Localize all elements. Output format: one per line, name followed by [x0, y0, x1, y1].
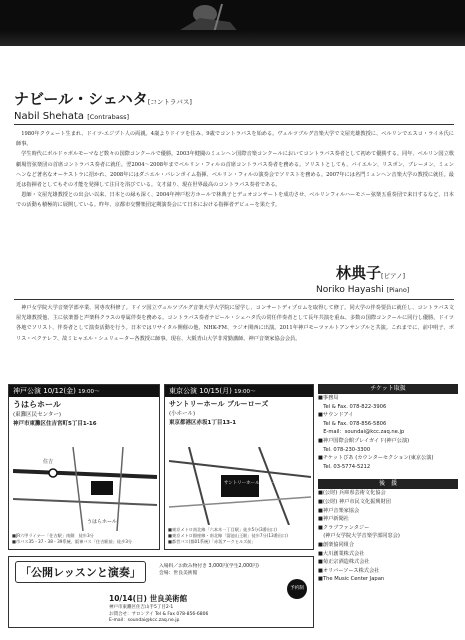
- ticket-line: ■サウンドアイ: [318, 412, 354, 419]
- artist2-divider: [14, 299, 454, 300]
- tokyo-map-hall-label: サントリーホール ブルーローズ: [224, 481, 288, 486]
- tickets-list: [318, 394, 458, 471]
- ticket-line: Tel & Fax. 078-822-3906: [318, 403, 387, 410]
- ticket-info-column: [318, 384, 458, 584]
- tokyo-concert-header: 東京公演 10/15(月) 19:00〜: [165, 385, 313, 397]
- kobe-map-station-label: 住吉: [43, 459, 54, 465]
- support-line: (神戸女学院大学音楽学部同窓会): [318, 533, 400, 540]
- artist1-bio: [16, 129, 454, 211]
- tokyo-hall-subtitle: (小ホール): [169, 411, 196, 417]
- artist1-bio-paragraph: 学生時代にボルドゥボルモーマなど数々の国際コンクールで優勝。2003年健闘のミュンヘン国際音楽コンクールにおいてコントラバス奏者として初めて優勝する。同年、ベルリン国立歌劇場管弦楽団の首席コントラバス奏者に就任。翌2004〜2008年までベルリン・フィルの首席コントラバス奏者を務める。ソリストとしても、バイエルン、リスボン、ブレーメン、ミュンヘンなど著名なオーケストラに招かれ、2008年にはダニエル・バレンボイム指揮、ベルリン・フィルの演奏会でソリストを務める。2007年には名門ミュンヘン音楽大学の教授に就任。最近は指揮者としてもその才能を発揮して注目を浴びている。文才溢り、現在世界最高のコントラバス奏者である。: [16, 151, 454, 189]
- artist2-name-ja: 林典子[ピアノ]: [336, 264, 406, 282]
- support-line: ■The Music Center Japan: [318, 576, 385, 583]
- tokyo-concert-box: [164, 384, 314, 550]
- support-heading: 後 援: [318, 479, 458, 489]
- artist1-name-en: Nabil Shehata [Contrabass]: [14, 111, 130, 122]
- tokyo-access-info: ■東京メトロ南北線「六本木一丁目駅」徒歩5分(3番出口) ■東京メトロ銀座線・南北線「溜池山王駅」徒歩7分(13番出口) ■都営バス(都01系統)「赤坂アークヒルズ前」: [168, 527, 288, 544]
- artist2-bio-paragraph: 神戸女学院大学音楽学部卒業、同専攻科修了。ドイツ国立ヴュルツブルグ音楽大学大学院に留学し、コンサートディプロムを取得して修了。同大学の伴奏要員に就任し、コントラバス文屋光雄教授他、主に弦楽器と声楽科クラスの専属伴奏を務める。コントラバス奏者ナビール・シェハタ氏の常任伴奏者として長年共演を重ね、多数の国際コンクールに同行し優勝。ドイツ各地でソリスト、伴奏者として演奏活動を行う。日本ではリサイタル開催の他、NHK-FM、ラジオ関西に出演。2011年神戸モーツァルトアンサンブルと共演。これまでに、前中明子、ボリス・ベクテレフ、故ミヒャエル・シュリューター各教授に師事。現在、大阪青山大学非常勤講師。神戸音楽家協会会員。: [16, 305, 454, 342]
- ticket-line: E-mail：soundai@kcc.zaq.ne.jp: [318, 429, 405, 436]
- public-lesson-detail: 神戸市東灘区住吉山手5丁目2-1 お問合せ：サロンアイ Tel & Fax 078-856-6806 E-mail：soundai@kcc.zaq.ne.jp: [109, 605, 209, 623]
- artist1-divider: [14, 124, 454, 125]
- ticket-line: ■神戸国際会館プレイガイド(神戸公演): [318, 437, 410, 444]
- artist2-bio: [16, 303, 454, 344]
- artist1-bio-paragraph: 恩師・文屋光雄教授との出会い以来、日本との縁も深く、2004年神戸松方ホールで林典子とデュオコンサートを成功させ、ベルリンフィルハーモニー弦楽五重奏団で来日するなど、日本での活動も積極的に展開している。昨年、京都市交響楽団定期演奏会にて日本における指揮者デビューを果たす。: [16, 192, 454, 209]
- kobe-access-info: ■JR六甲ライナー「住吉駅」南側 徒歩3分 ■市バス35・37・38・39系統、阪神バス「住吉駅前」徒歩3分: [12, 533, 133, 544]
- ticket-line: Tel. 078-230-3300: [318, 446, 371, 453]
- artist1-bio-paragraph: 1980年クウェート生まれ、ドイツ-エジプト人の両親。4歳よりドイツを住み、9歳でコントラバスを始める。ヴュルツブルグ音楽大学で文屋光雄教授に、ベルリンでエスコ・ライネ氏に師事。: [16, 131, 454, 148]
- artist2-role-en: [Piano]: [386, 286, 410, 294]
- support-line: ■(公財) 神戸市民文化振興財団: [318, 498, 391, 505]
- support-line: ■菊正宗酒造株式会社: [318, 559, 370, 566]
- support-list: [318, 489, 458, 584]
- support-line: ■創楽協同組合: [318, 541, 355, 548]
- artist2-name-en: Noriko Hayashi [Piano]: [316, 285, 410, 295]
- public-lesson-date: 10/14(日) 世良美術館: [109, 594, 188, 603]
- artist2-role-ja: [ピアノ]: [381, 272, 406, 280]
- reservation-badge: 予約制: [287, 579, 307, 599]
- ticket-line: ■事務局: [318, 395, 339, 401]
- tokyo-hall-name: サントリーホール ブルーローズ: [169, 400, 269, 408]
- ticket-line: ■チケットぴあ (カウンターセクション(東京公演): [318, 455, 434, 462]
- kobe-address: 神戸市東灘区住吉宮町5丁目1-16: [13, 421, 97, 427]
- support-line: ■オリバーソース株式会社: [318, 567, 380, 574]
- artist1-role-ja: [コントラバス]: [147, 98, 192, 106]
- public-lesson-title: 「公開レッスンと演奏」: [15, 561, 146, 583]
- support-line: ■大川創業株式会社: [318, 550, 365, 557]
- tokyo-map: [169, 447, 311, 525]
- tokyo-address: 東京都港区赤坂1丁目13-1: [169, 420, 237, 426]
- public-lesson-info: 入場料／お飲み物付き 3,000円(学生2,000円) 会場：世良美術館: [159, 564, 259, 576]
- kobe-hall-name: うはらホール: [13, 400, 61, 409]
- support-line: ■(公財) 兵庫県芸術文化協会: [318, 490, 386, 497]
- support-line: ■神戸音楽家協会: [318, 507, 360, 514]
- artist1-name-ja: ナビール・シェハタ[コントラバス]: [14, 90, 192, 108]
- support-line: ■神戸新聞社: [318, 516, 349, 523]
- kobe-concert-header: 神戸公演 10/12(金) 19:00〜: [9, 385, 159, 397]
- ticket-line: Tel. 03-5774-5212: [318, 463, 371, 470]
- performance-photo: [0, 0, 465, 46]
- ticket-line: Tel & Fax. 078-856-5806: [318, 420, 387, 427]
- artist1-role-en: [Contrabass]: [87, 113, 130, 121]
- support-line: ■クラブファンタジー: [318, 524, 370, 531]
- kobe-hall-subtitle: (東灘区民センター): [13, 412, 62, 418]
- kobe-concert-box: [8, 384, 160, 550]
- kobe-map-hall-label: うはらホール: [87, 519, 117, 525]
- public-lesson-box: [8, 556, 314, 628]
- kobe-map: [13, 447, 157, 531]
- tickets-heading: チケット取扱: [318, 384, 458, 394]
